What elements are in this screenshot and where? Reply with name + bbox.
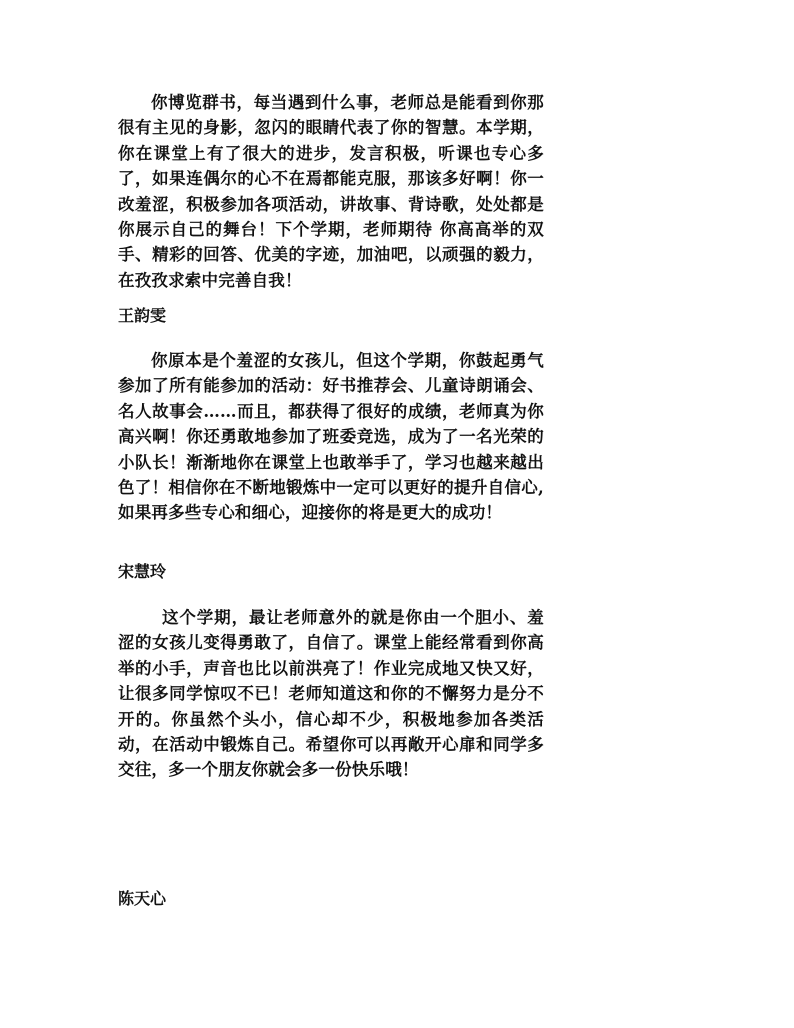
comment-block-2 bbox=[118, 348, 544, 526]
student-name-1: 王韵雯 bbox=[118, 306, 167, 325]
comment-paragraph-3: 这个学期，最让老师意外的就是你由一个胆小、羞涩的女孩儿变得勇敢了，自信了。课堂上能经常看到你高举的小手，声音也比以前洪亮了！作业完成地又快又好，让很多同学惊叹不已！老师知道这和你的不懈努力是分不开的。你虽然个头小，信心却不少，积极地参加各类活动，在活动中锻炼自己。希望你可以再敞开心扉和同学多交往，多一个朋友你就会多一份快乐哦！ bbox=[118, 608, 544, 780]
comment-block-1 bbox=[118, 90, 544, 293]
comment-block-3 bbox=[118, 605, 544, 783]
student-name-3: 陈天心 bbox=[118, 889, 167, 908]
comment-paragraph-1: 你博览群书，每当遇到什么事，老师总是能看到你那很有主见的身影，忽闪的眼睛代表了你的智慧。本学期，你在课堂上有了很大的进步，发言积极，听课也专心多了，如果连偶尔的心不在焉都能克服，那该多好啊！你一改羞涩，积极参加各项活动，讲故事、背诗歌，处处都是你展示自己的舞台！下个学期，老师期待 你高高举的双手、精彩的回答、优美的字迹，加油吧，以顽强的毅力，在孜孜求索中完善自我！ bbox=[118, 93, 544, 290]
comment-paragraph-2: 你原本是个羞涩的女孩儿，但这个学期，你鼓起勇气参加了所有能参加的活动：好书推荐会、儿童诗朗诵会、名人故事会……而且，都获得了很好的成绩，老师真为你高兴啊！你还勇敢地参加了班委竞选，成为了一名光荣的小队长！渐渐地你在课堂上也敢举手了，学习也越来越出色了！相信你在不断地锻炼中一定可以更好的提升自信心,如果再多些专心和细心，迎接你的将是更大的成功！ bbox=[118, 351, 544, 523]
student-name-2: 宋慧玲 bbox=[118, 562, 167, 581]
